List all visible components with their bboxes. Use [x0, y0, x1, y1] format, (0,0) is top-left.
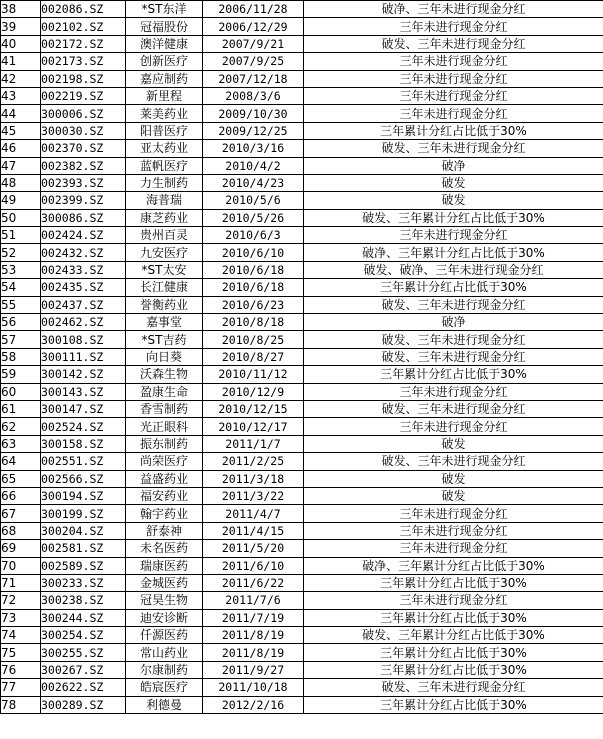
table-row [1, 18, 603, 35]
reason-cell: 三年累计分红占比低于30% [304, 574, 603, 591]
listing-date-cell: 2010/6/18 [203, 261, 304, 278]
reason-cell: 三年未进行现金分红 [304, 592, 603, 609]
row-number-cell: 47 [1, 157, 41, 174]
stock-code-cell: 002437.SZ [41, 296, 126, 313]
listing-date-cell: 2006/12/29 [203, 18, 304, 35]
listing-date-cell: 2010/8/25 [203, 331, 304, 348]
table-row [1, 627, 603, 644]
stock-code-cell: 002432.SZ [41, 244, 126, 261]
company-name-cell: 益盛药业 [126, 470, 203, 487]
table-row [1, 644, 603, 661]
table-row [1, 1, 603, 18]
reason-cell: 破发 [304, 192, 603, 209]
listing-date-cell: 2011/10/18 [203, 679, 304, 696]
company-name-cell: 新里程 [126, 87, 203, 104]
company-name-cell: 沃森生物 [126, 366, 203, 383]
listing-date-cell: 2011/5/20 [203, 540, 304, 557]
stock-code-cell: 002382.SZ [41, 157, 126, 174]
row-number-cell: 52 [1, 244, 41, 261]
table-row [1, 261, 603, 278]
company-name-cell: 迪安诊断 [126, 609, 203, 626]
reason-cell: 三年累计分红占比低于30% [304, 644, 603, 661]
listing-date-cell: 2010/12/17 [203, 418, 304, 435]
reason-cell: 三年未进行现金分红 [304, 522, 603, 539]
company-name-cell: *ST吉药 [126, 331, 203, 348]
company-name-cell: 嘉事堂 [126, 314, 203, 331]
row-number-cell: 75 [1, 644, 41, 661]
table-row [1, 227, 603, 244]
stock-code-cell: 002589.SZ [41, 557, 126, 574]
table-row [1, 366, 603, 383]
reason-cell: 三年未进行现金分红 [304, 70, 603, 87]
listing-date-cell: 2011/9/27 [203, 661, 304, 678]
listing-date-cell: 2011/3/18 [203, 470, 304, 487]
reason-cell: 三年未进行现金分红 [304, 505, 603, 522]
listing-date-cell: 2011/4/7 [203, 505, 304, 522]
company-name-cell: 盈康生命 [126, 383, 203, 400]
table-row [1, 522, 603, 539]
company-name-cell: 香雪制药 [126, 400, 203, 417]
listing-date-cell: 2010/11/12 [203, 366, 304, 383]
table-row [1, 157, 603, 174]
row-number-cell: 62 [1, 418, 41, 435]
reason-cell: 破净、三年累计分红占比低于30% [304, 557, 603, 574]
company-name-cell: 莱美药业 [126, 105, 203, 122]
stock-code-cell: 300244.SZ [41, 609, 126, 626]
reason-cell: 破发、三年未进行现金分红 [304, 453, 603, 470]
reason-cell: 三年累计分红占比低于30% [304, 122, 603, 139]
table-row [1, 661, 603, 678]
company-name-cell: 嘉应制药 [126, 70, 203, 87]
listing-date-cell: 2011/6/10 [203, 557, 304, 574]
row-number-cell: 78 [1, 696, 41, 713]
table-row [1, 574, 603, 591]
reason-cell: 破发、三年未进行现金分红 [304, 679, 603, 696]
row-number-cell: 49 [1, 192, 41, 209]
stock-code-cell: 300194.SZ [41, 487, 126, 504]
row-number-cell: 48 [1, 174, 41, 191]
table-row [1, 400, 603, 417]
company-name-cell: 尔康制药 [126, 661, 203, 678]
company-name-cell: 创新医疗 [126, 53, 203, 70]
stock-code-cell: 002399.SZ [41, 192, 126, 209]
table-row [1, 557, 603, 574]
stock-code-cell: 002435.SZ [41, 279, 126, 296]
table-row [1, 679, 603, 696]
stock-code-cell: 300254.SZ [41, 627, 126, 644]
company-name-cell: 皓宸医疗 [126, 679, 203, 696]
company-name-cell: 长江健康 [126, 279, 203, 296]
reason-cell: 破发、三年未进行现金分红 [304, 348, 603, 365]
listing-date-cell: 2010/4/2 [203, 157, 304, 174]
row-number-cell: 51 [1, 227, 41, 244]
reason-cell: 破发、三年未进行现金分红 [304, 331, 603, 348]
stock-code-cell: 002462.SZ [41, 314, 126, 331]
company-name-cell: 光正眼科 [126, 418, 203, 435]
reason-cell: 破发、三年累计分红占比低于30% [304, 627, 603, 644]
stock-code-cell: 002433.SZ [41, 261, 126, 278]
listing-date-cell: 2011/6/22 [203, 574, 304, 591]
stock-code-cell: 002370.SZ [41, 140, 126, 157]
table-row [1, 609, 603, 626]
company-name-cell: 向日葵 [126, 348, 203, 365]
row-number-cell: 54 [1, 279, 41, 296]
reason-cell: 三年未进行现金分红 [304, 227, 603, 244]
reason-cell: 破发、破净、三年未进行现金分红 [304, 261, 603, 278]
row-number-cell: 44 [1, 105, 41, 122]
table-row [1, 383, 603, 400]
listing-date-cell: 2011/4/15 [203, 522, 304, 539]
listing-date-cell: 2010/12/9 [203, 383, 304, 400]
reason-cell: 破发、三年未进行现金分红 [304, 296, 603, 313]
listing-date-cell: 2007/9/25 [203, 53, 304, 70]
listing-date-cell: 2010/5/26 [203, 209, 304, 226]
company-name-cell: 未名医药 [126, 540, 203, 557]
table-row [1, 540, 603, 557]
row-number-cell: 46 [1, 140, 41, 157]
table-row [1, 487, 603, 504]
table-row [1, 87, 603, 104]
listing-date-cell: 2011/8/19 [203, 627, 304, 644]
stock-code-cell: 002622.SZ [41, 679, 126, 696]
row-number-cell: 59 [1, 366, 41, 383]
company-name-cell: 海普瑞 [126, 192, 203, 209]
reason-cell: 破净、三年累计分红占比低于30% [304, 244, 603, 261]
table-row [1, 279, 603, 296]
reason-cell: 破发 [304, 470, 603, 487]
company-name-cell: 誉衡药业 [126, 296, 203, 313]
row-number-cell: 61 [1, 400, 41, 417]
row-number-cell: 69 [1, 540, 41, 557]
stock-code-cell: 002198.SZ [41, 70, 126, 87]
reason-cell: 破净、三年未进行现金分红 [304, 1, 603, 18]
table-row [1, 418, 603, 435]
listing-date-cell: 2011/3/22 [203, 487, 304, 504]
stock-code-cell: 300255.SZ [41, 644, 126, 661]
listing-date-cell: 2010/3/16 [203, 140, 304, 157]
table-row [1, 348, 603, 365]
table-row [1, 174, 603, 191]
stock-code-cell: 002219.SZ [41, 87, 126, 104]
reason-cell: 破发、三年未进行现金分红 [304, 400, 603, 417]
listing-date-cell: 2010/6/10 [203, 244, 304, 261]
company-name-cell: 冠福股份 [126, 18, 203, 35]
listing-date-cell: 2007/9/21 [203, 35, 304, 52]
row-number-cell: 42 [1, 70, 41, 87]
listing-date-cell: 2010/5/6 [203, 192, 304, 209]
company-name-cell: *ST东洋 [126, 1, 203, 18]
reason-cell: 破发 [304, 174, 603, 191]
reason-cell: 三年累计分红占比低于30% [304, 366, 603, 383]
reason-cell: 破净 [304, 314, 603, 331]
reason-cell: 三年未进行现金分红 [304, 383, 603, 400]
company-name-cell: 力生制药 [126, 174, 203, 191]
table-row [1, 314, 603, 331]
listing-date-cell: 2010/12/15 [203, 400, 304, 417]
stock-code-cell: 300238.SZ [41, 592, 126, 609]
company-name-cell: 振东制药 [126, 435, 203, 452]
company-name-cell: 尚荣医疗 [126, 453, 203, 470]
row-number-cell: 63 [1, 435, 41, 452]
row-number-cell: 70 [1, 557, 41, 574]
stock-code-cell: 002172.SZ [41, 35, 126, 52]
stock-code-cell: 300108.SZ [41, 331, 126, 348]
stock-code-cell: 002581.SZ [41, 540, 126, 557]
stock-code-cell: 002393.SZ [41, 174, 126, 191]
stock-code-cell: 002524.SZ [41, 418, 126, 435]
stock-code-cell: 300267.SZ [41, 661, 126, 678]
row-number-cell: 72 [1, 592, 41, 609]
company-name-cell: 瑞康医药 [126, 557, 203, 574]
reason-cell: 三年未进行现金分红 [304, 540, 603, 557]
listing-date-cell: 2011/7/19 [203, 609, 304, 626]
row-number-cell: 40 [1, 35, 41, 52]
listing-date-cell: 2006/11/28 [203, 1, 304, 18]
company-name-cell: 亚太药业 [126, 140, 203, 157]
table-row [1, 244, 603, 261]
listing-date-cell: 2010/8/18 [203, 314, 304, 331]
reason-cell: 三年未进行现金分红 [304, 105, 603, 122]
row-number-cell: 43 [1, 87, 41, 104]
stock-code-cell: 300086.SZ [41, 209, 126, 226]
stock-code-cell: 300289.SZ [41, 696, 126, 713]
stock-code-cell: 300142.SZ [41, 366, 126, 383]
stock-code-cell: 002102.SZ [41, 18, 126, 35]
listing-date-cell: 2009/10/30 [203, 105, 304, 122]
row-number-cell: 60 [1, 383, 41, 400]
reason-cell: 破发、三年未进行现金分红 [304, 140, 603, 157]
reason-cell: 破发、三年未进行现金分红 [304, 35, 603, 52]
table-row [1, 435, 603, 452]
company-name-cell: 康芝药业 [126, 209, 203, 226]
company-name-cell: 九安医疗 [126, 244, 203, 261]
reason-cell: 破发、三年累计分红占比低于30% [304, 209, 603, 226]
listing-date-cell: 2010/6/18 [203, 279, 304, 296]
table-row [1, 470, 603, 487]
row-number-cell: 45 [1, 122, 41, 139]
row-number-cell: 71 [1, 574, 41, 591]
company-name-cell: 常山药业 [126, 644, 203, 661]
stock-code-cell: 300111.SZ [41, 348, 126, 365]
listing-date-cell: 2011/7/6 [203, 592, 304, 609]
listing-date-cell: 2010/8/27 [203, 348, 304, 365]
row-number-cell: 38 [1, 1, 41, 18]
reason-cell: 三年累计分红占比低于30% [304, 696, 603, 713]
listing-date-cell: 2011/1/7 [203, 435, 304, 452]
stock-code-cell: 300143.SZ [41, 383, 126, 400]
table-row [1, 105, 603, 122]
reason-cell: 三年累计分红占比低于30% [304, 661, 603, 678]
company-name-cell: 仟源医药 [126, 627, 203, 644]
stock-code-cell: 300006.SZ [41, 105, 126, 122]
table-row [1, 296, 603, 313]
row-number-cell: 55 [1, 296, 41, 313]
stock-code-cell: 002551.SZ [41, 453, 126, 470]
row-number-cell: 50 [1, 209, 41, 226]
table-row [1, 70, 603, 87]
company-name-cell: 澳洋健康 [126, 35, 203, 52]
row-number-cell: 76 [1, 661, 41, 678]
stock-code-cell: 300204.SZ [41, 522, 126, 539]
company-name-cell: 冠昊生物 [126, 592, 203, 609]
row-number-cell: 66 [1, 487, 41, 504]
stock-code-cell: 300147.SZ [41, 400, 126, 417]
table-body [1, 1, 603, 714]
company-name-cell: 福安药业 [126, 487, 203, 504]
company-name-cell: 阳普医疗 [126, 122, 203, 139]
stock-code-cell: 002086.SZ [41, 1, 126, 18]
row-number-cell: 77 [1, 679, 41, 696]
row-number-cell: 74 [1, 627, 41, 644]
table-row [1, 35, 603, 52]
table-row [1, 53, 603, 70]
stock-code-cell: 300158.SZ [41, 435, 126, 452]
reason-cell: 三年未进行现金分红 [304, 87, 603, 104]
table-row [1, 696, 603, 713]
table-row [1, 505, 603, 522]
reason-cell: 三年未进行现金分红 [304, 53, 603, 70]
table-row [1, 122, 603, 139]
stock-code-cell: 002424.SZ [41, 227, 126, 244]
reason-cell: 破发 [304, 487, 603, 504]
company-name-cell: 翰宇药业 [126, 505, 203, 522]
table-row [1, 592, 603, 609]
stock-code-cell: 002173.SZ [41, 53, 126, 70]
row-number-cell: 41 [1, 53, 41, 70]
listing-date-cell: 2012/2/16 [203, 696, 304, 713]
listing-date-cell: 2011/8/19 [203, 644, 304, 661]
row-number-cell: 68 [1, 522, 41, 539]
reason-cell: 三年未进行现金分红 [304, 18, 603, 35]
company-name-cell: 利德曼 [126, 696, 203, 713]
company-name-cell: 舒泰神 [126, 522, 203, 539]
reason-cell: 三年累计分红占比低于30% [304, 609, 603, 626]
table-row [1, 209, 603, 226]
table-row [1, 192, 603, 209]
listing-date-cell: 2009/12/25 [203, 122, 304, 139]
row-number-cell: 58 [1, 348, 41, 365]
table-row [1, 331, 603, 348]
row-number-cell: 56 [1, 314, 41, 331]
row-number-cell: 65 [1, 470, 41, 487]
reason-cell: 破净 [304, 157, 603, 174]
company-name-cell: 金城医药 [126, 574, 203, 591]
row-number-cell: 67 [1, 505, 41, 522]
stock-code-cell: 300030.SZ [41, 122, 126, 139]
stock-code-cell: 300199.SZ [41, 505, 126, 522]
listing-date-cell: 2010/6/23 [203, 296, 304, 313]
listing-date-cell: 2008/3/6 [203, 87, 304, 104]
reason-cell: 三年未进行现金分红 [304, 418, 603, 435]
row-number-cell: 73 [1, 609, 41, 626]
stock-code-cell: 300233.SZ [41, 574, 126, 591]
company-name-cell: *ST太安 [126, 261, 203, 278]
listing-date-cell: 2011/2/25 [203, 453, 304, 470]
row-number-cell: 64 [1, 453, 41, 470]
listing-date-cell: 2010/4/23 [203, 174, 304, 191]
table-row [1, 453, 603, 470]
listing-date-cell: 2010/6/3 [203, 227, 304, 244]
row-number-cell: 53 [1, 261, 41, 278]
reason-cell: 破发 [304, 435, 603, 452]
company-name-cell: 贵州百灵 [126, 227, 203, 244]
table-row [1, 140, 603, 157]
row-number-cell: 39 [1, 18, 41, 35]
reason-cell: 三年累计分红占比低于30% [304, 279, 603, 296]
stock-code-cell: 002566.SZ [41, 470, 126, 487]
company-name-cell: 蓝帆医疗 [126, 157, 203, 174]
listing-date-cell: 2007/12/18 [203, 70, 304, 87]
row-number-cell: 57 [1, 331, 41, 348]
